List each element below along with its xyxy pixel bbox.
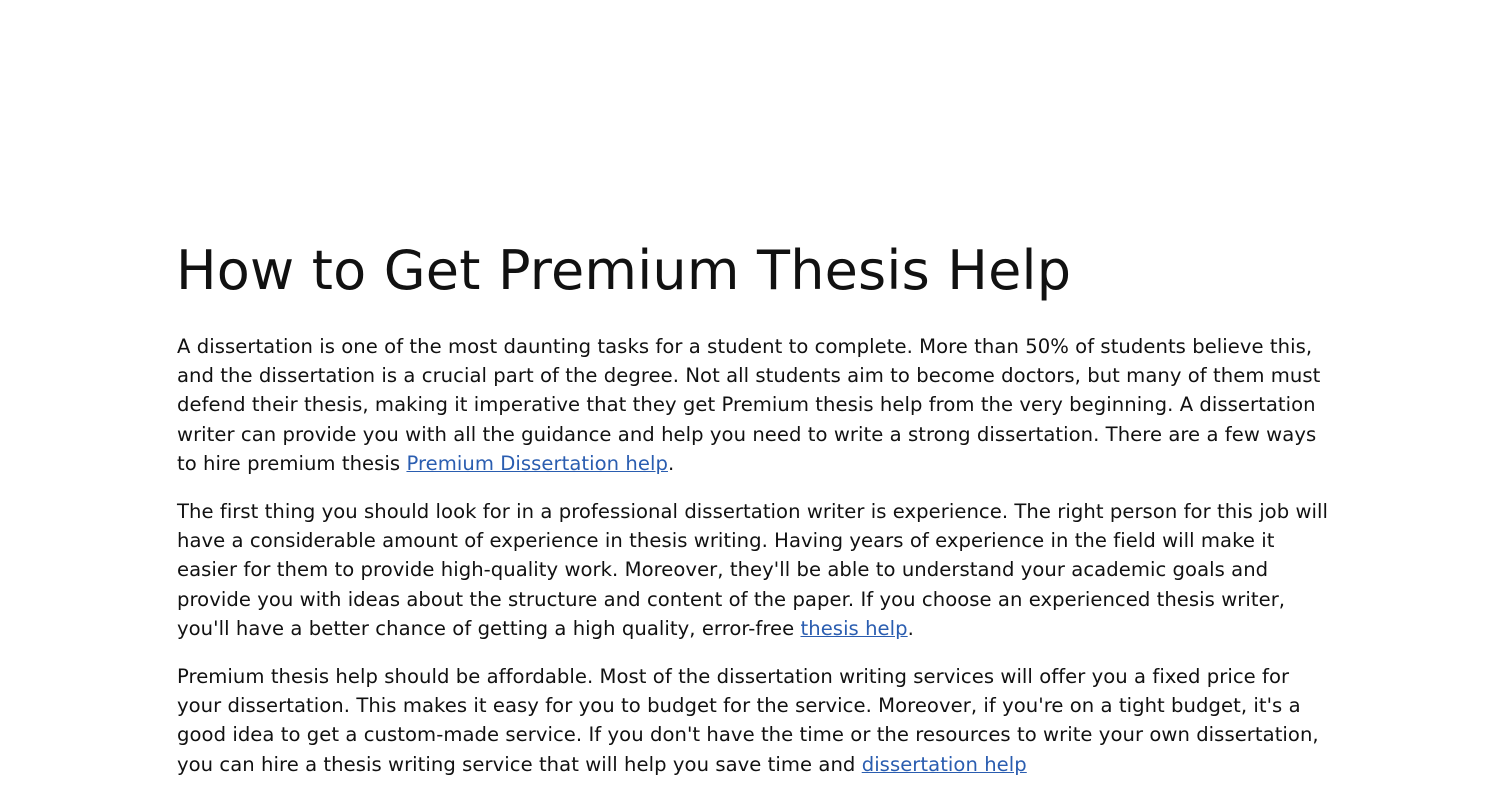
- paragraph-1: [177, 332, 1337, 478]
- dissertation-help-link[interactable]: dissertation help: [861, 752, 1027, 776]
- paragraph-3: [177, 662, 1337, 779]
- paragraph-2: [177, 497, 1337, 643]
- paragraph-trailing: .: [667, 451, 675, 475]
- article: [177, 238, 1337, 798]
- page-title: How to Get Premium Thesis Help: [176, 239, 1072, 302]
- thesis-help-link[interactable]: thesis help: [800, 616, 908, 640]
- paragraph-text: A dissertation is one of the most daunting tasks for a student to complete. More than 50% of students believe this, and the dissertation is a crucial part of the degree. Not all students aim to become doctors, but many of them must defend their thesis, making it imperative that they get Premium thesis help from the very beginning. A dissertation writer can provide you with all the guidance and help you need to write a strong dissertation. There are a few ways to hire premium thesis: [177, 335, 1321, 475]
- premium-dissertation-help-link[interactable]: Premium Dissertation help: [406, 451, 668, 475]
- paragraph-text: Premium thesis help should be affordable. Most of the dissertation writing services will offer you a fixed price for your dissertation. This makes it easy for you to budget for the service. Moreover, if you're on a tight budget, it's a good idea to get a custom-made service. If you don't have the time or the resources to write your own dissertation, you can hire a thesis writing service that will help you save time and: [177, 665, 1319, 776]
- paragraph-text: The first thing you should look for in a professional dissertation writer is experience. The right person for this job will have a considerable amount of experience in thesis writing. Having years of experience in the field will make it easier for them to provide high-quality work. Moreover, they'll be able to understand your academic goals and provide you with ideas about the structure and content of the paper. If you choose an experienced thesis writer, you'll have a better chance of getting a high quality, error-free: [177, 500, 1329, 640]
- paragraph-trailing: .: [907, 616, 914, 640]
